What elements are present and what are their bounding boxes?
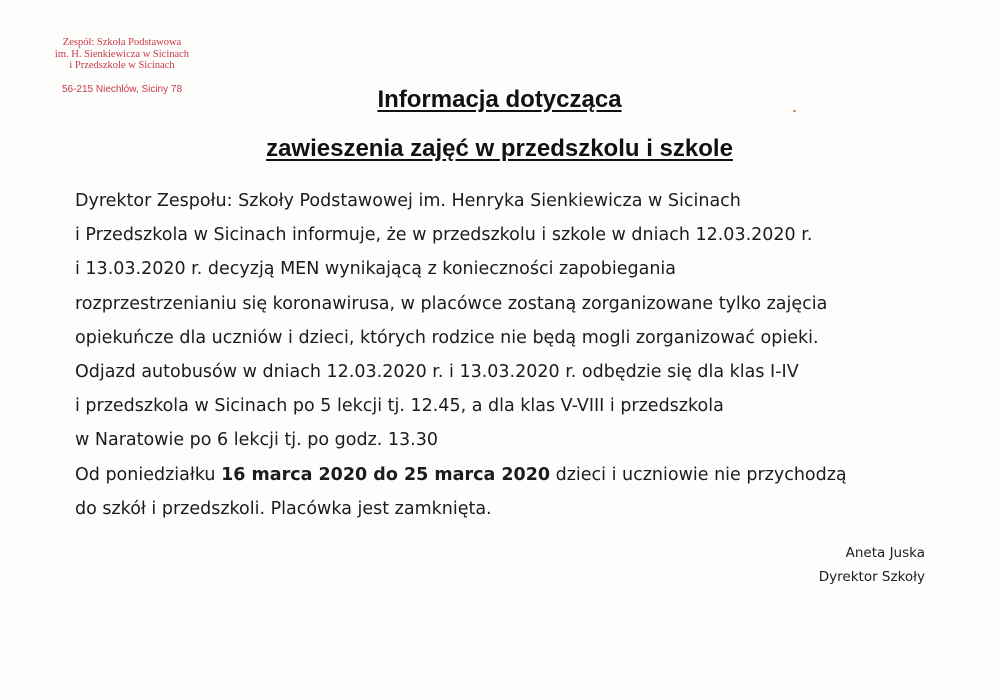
body-line: i przedszkola w Sicinach po 5 lekcji tj. 12.45, a dla klas V-VIII i przedszkola [75, 396, 724, 417]
closure-date-separator: do [367, 464, 404, 485]
body-line: Dyrektor Zespołu: Szkoły Podstawowej im. Henryka Sienkiewicza w Sicinach [75, 191, 741, 211]
body-line: i Przedszkola w Sicinach informuje, że w przedszkolu i szkole w dniach 12.03.2020 r. [75, 225, 813, 246]
body-line: w Naratowie po 6 lekcji tj. po godz. 13.30 [75, 430, 438, 451]
stamp-address: 56-215 Niechlów, Siciny 78 [61, 83, 183, 95]
closure-date-from: 16 marca 2020 [221, 464, 368, 485]
document-title-line-2: zawieszenia zajęć w przedszkolu i szkole [266, 135, 733, 162]
closure-prefix: Od poniedziałku [75, 464, 222, 485]
document-body [75, 184, 847, 526]
body-line: rozprzestrzenianiu się koronawirusa, w placówce zostaną zorganizowane tylko zajęcia [75, 293, 828, 314]
body-final-line: do szkół i przedszkoli. Placówka jest zamknięta. [75, 498, 492, 519]
stamp-line-1: Zespół: Szkoła Podstawowa [62, 37, 182, 48]
document-title-line-1: Informacja dotycząca [377, 86, 622, 113]
stamp-line-2: im. H. Sienkiewicza w Sicinach [54, 48, 190, 60]
closure-suffix: dzieci i uczniowie nie przychodzą [550, 464, 847, 485]
stamp-line-3: i Przedszkole w Sicinach [69, 60, 175, 71]
closure-date-to: 25 marca 2020 [403, 464, 551, 485]
signature-role: Dyrektor Szkoły [818, 569, 925, 585]
body-line: i 13.03.2020 r. decyzją MEN wynikającą z konieczności zapobiegania [75, 259, 676, 280]
signature-name: Aneta Juska [845, 545, 925, 561]
body-line: Odjazd autobusów w dniach 12.03.2020 r. i 13.03.2020 r. odbędzie się dla klas I-IV [75, 361, 799, 382]
closure-dates-line [75, 458, 847, 492]
body-line: opiekuńcze dla uczniów i dzieci, których rodzice nie będą mogli zorganizować opieki. [75, 327, 819, 348]
